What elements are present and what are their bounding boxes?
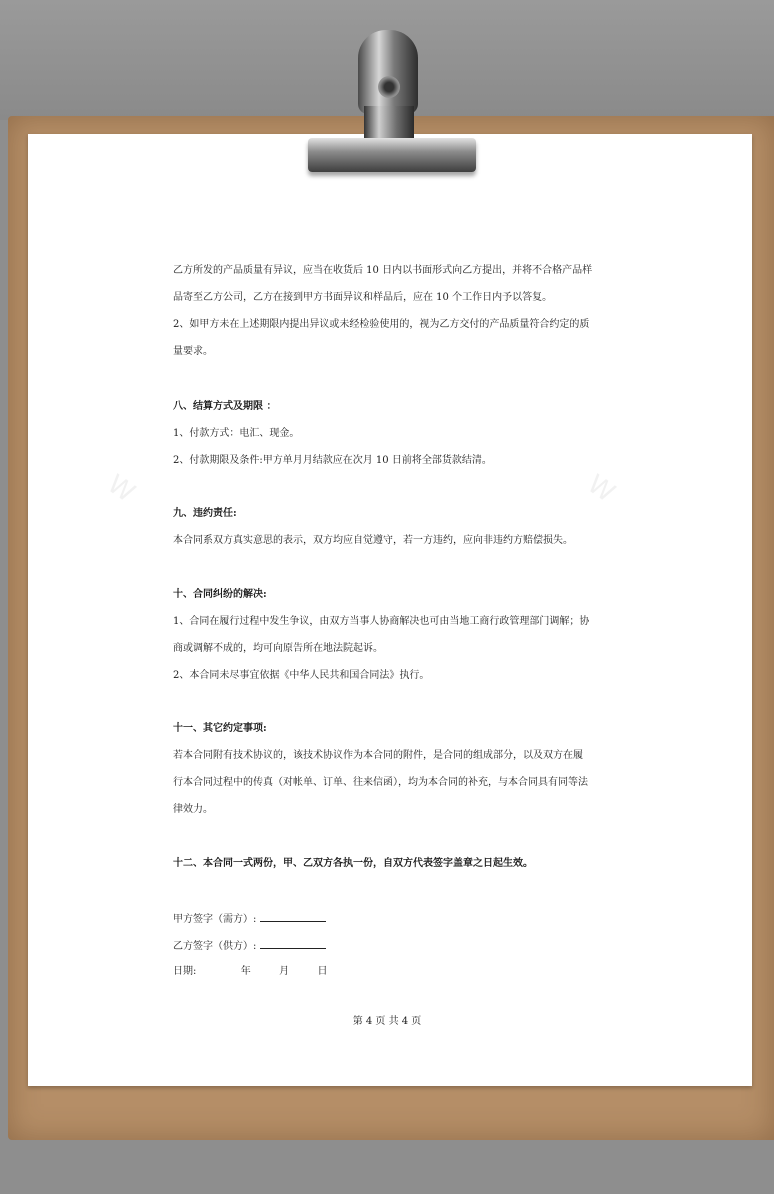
section-heading: 十、合同纠纷的解决: — [173, 589, 267, 600]
paragraph-line: 2、付款期限及条件:甲方单月月结款应在次月 10 日前将全部货款结清。 — [173, 455, 492, 466]
section-heading: 八、结算方式及期限 ： — [173, 401, 277, 412]
signature-party-a — [173, 911, 326, 927]
paragraph-line: 2、本合同未尽事宜依据《中华人民共和国合同法》执行。 — [173, 670, 430, 681]
date-month: 月 — [279, 966, 290, 977]
paragraph-line: 量要求。 — [173, 346, 213, 357]
date-day: 日 — [317, 966, 328, 977]
section-heading: 十一、其它约定事项: — [173, 723, 267, 734]
section-heading: 九、违约责任: — [173, 508, 237, 519]
clip-base — [308, 138, 476, 172]
clip-ring — [358, 30, 418, 114]
paragraph-line: 乙方所发的产品质量有异议，应当在收货后 10 日内以书面形式向乙方提出，并将不合格产品样 — [173, 265, 593, 276]
signature-date — [173, 965, 328, 979]
signature-label: 甲方签字（需方）: — [173, 914, 257, 925]
paragraph-line: 商或调解不成的，均可向原告所在地法院起诉。 — [173, 643, 383, 654]
paragraph-line: 若本合同附有技术协议的，该技术协议作为本合同的附件，是合同的组成部分，以及双方在履 — [173, 750, 583, 761]
section-heading: 十二、本合同一式两份，甲、乙双方各执一份，自双方代表签字盖章之日起生效。 — [173, 858, 533, 869]
paragraph-line: 律效力。 — [173, 804, 213, 815]
signature-label: 乙方签字（供方）: — [173, 941, 257, 952]
signature-line — [260, 938, 326, 949]
date-label: 日期: — [173, 966, 197, 977]
clip-hole — [378, 76, 400, 98]
paragraph-line: 1、合同在履行过程中发生争议，由双方当事人协商解决也可由当地工商行政管理部门调解；协 — [173, 616, 590, 627]
watermark: W — [101, 469, 140, 509]
paragraph-line: 本合同系双方真实意思的表示，双方均应自觉遵守，若一方违约，应向非违约方赔偿损失。 — [173, 535, 573, 546]
paragraph-line: 行本合同过程中的传真（对帐单、订单、往来信函），均为本合同的补充，与本合同具有同等法 — [173, 777, 588, 788]
date-year: 年 — [240, 966, 251, 977]
binder-clip — [292, 26, 482, 176]
paragraph-line: 1、付款方式：电汇、现金。 — [173, 428, 300, 439]
signature-line — [260, 911, 326, 922]
paragraph-line: 品寄至乙方公司，乙方在接到甲方书面异议和样品后，应在 10 个工作日内予以答复。 — [173, 292, 553, 303]
signature-party-b — [173, 938, 326, 954]
page-footer: 第 4 页 共 4 页 — [352, 1016, 422, 1027]
paragraph-line: 2、如甲方未在上述期限内提出异议或未经检验使用的，视为乙方交付的产品质量符合约定的质 — [173, 319, 590, 330]
watermark: W — [581, 469, 620, 509]
